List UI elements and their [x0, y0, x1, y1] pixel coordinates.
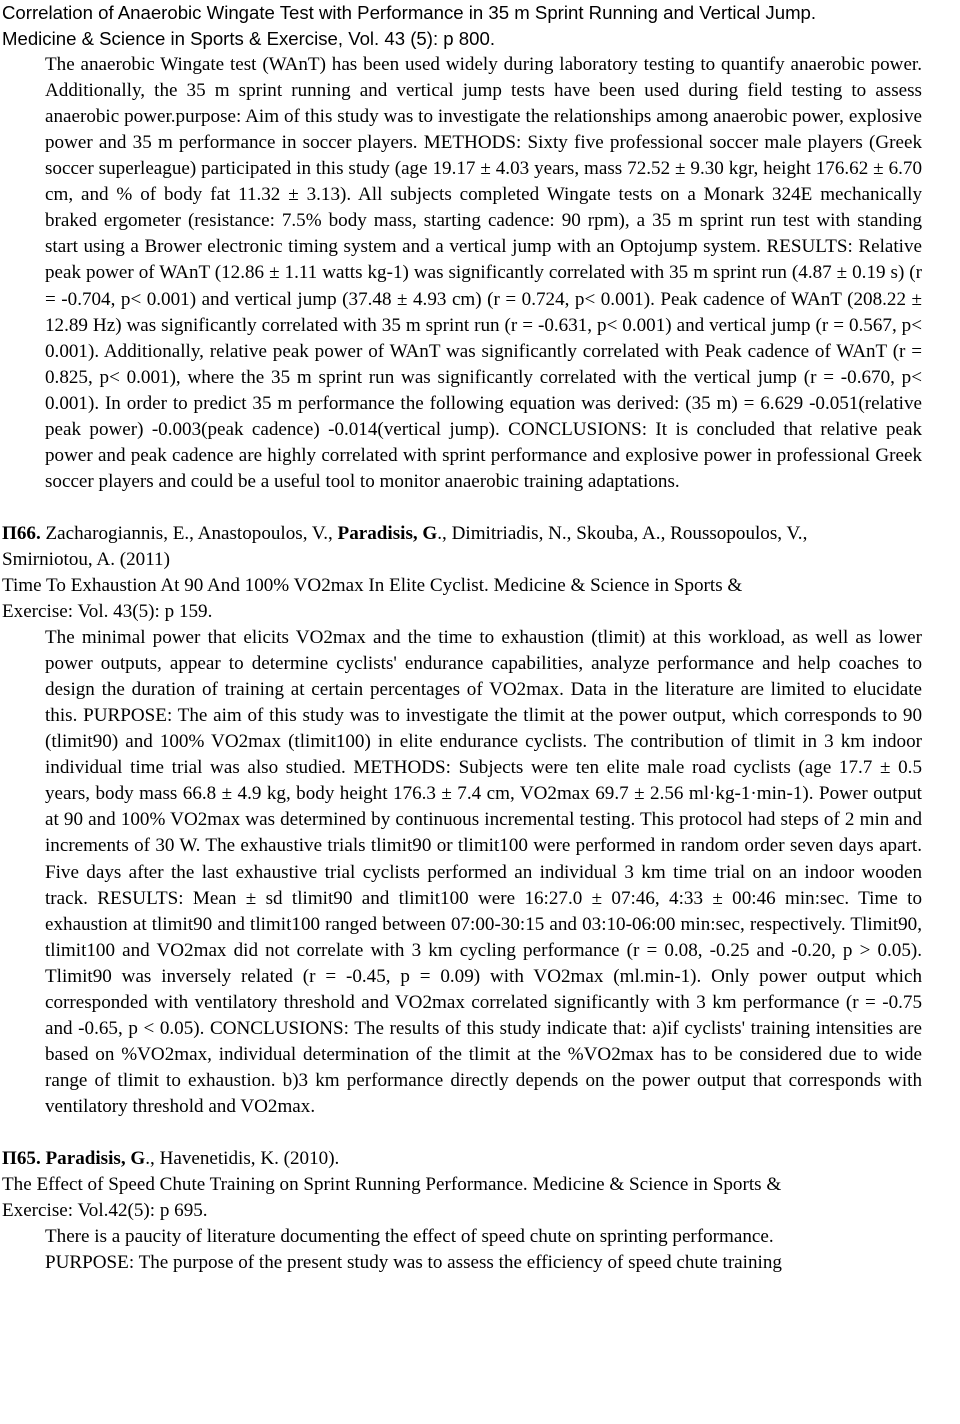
entry-66-abstract: The minimal power that elicits VO2max and the time to exhaustion (tlimit) at this workload, as well as lower power outputs, appear to determine cyclists' endurance capabilities, analyze performance and help coaches to design the duration of training at certain percentages of VO2max. Data in the literature are limited to elucidate this. PURPOSE: The aim of this study was to investigate the tlimit at the power output, which corresponds to 90 (tlimit90) and 100% VO2max (tlimit100) in elite endurance cyclists. The contribution of tlimit in 3 km indoor individual time trial was also studied. METHODS: Subjects were ten elite male road cyclists (age 17.7 ± 0.5 years, body mass 66.8 ± 4.9 kg, body height 176.3 ± 7.4 cm, VO2max 69.7 ± 2.56 ml·kg-1·min-1). Power output at 90 and 100% VO2max was determined by continuous incremental testing. This protocol had steps of 2 min and increments of 30 W. The exhaustive trials tlimit90 or tlimit100 were performed in random order seven days apart. Five days after the last exhaustive trial cyclists performed an individual 3 km time trial on an indoor wooden track. RESULTS: Mean ± sd tlimit90 and tlimit100 were 16:27.0 ± 07:46, 4:33 ± 00:46 min:sec. Time to exhaustion at tlimit90 and tlimit100 ranged between 07:00-30:15 and 03:10-06:00 min:sec, respectively. Tlimit90, tlimit100 and VO2max did not correlate with 3 km cycling performance (r = 0.08, -0.25 and -0.20, p > 0.05). Tlimit90 was inversely related (r = -0.45, p = 0.09) with VO2max (ml.min-1). Only power output which corresponded with ventilatory threshold and VO2max correlated significantly with 3 km performance (r = -0.75 and -0.65, p < 0.05). CONCLUSIONS: The results of this study indicate that: a)if cyclists' training intensities are based on %VO2max, individual determination of the tlimit at the %VO2max has to be considered due to wide range of tlimit to exhaustion. b)3 km performance directly depends on the power output that corresponds with ventilatory threshold and VO2max.: [45, 627, 922, 1117]
entry-65-authors: [0, 1146, 960, 1172]
entry-65-author-bold: Paradisis, G: [45, 1147, 146, 1169]
entry-66-title-line1: Time To Exhaustion At 90 And 100% VO2max In Elite Cyclist. Medicine & Science in Sports &: [2, 574, 743, 596]
entry-65-abstract-line1: There is a paucity of literature documenting the effect of speed chute on sprinting performance.: [45, 1226, 774, 1248]
entry-66-authors: [0, 521, 960, 547]
entry-66-number: Π66.: [2, 522, 41, 544]
citation-line-2: Medicine & Science in Sports & Exercise, Vol. 43 (5): p 800.: [2, 28, 495, 50]
entry-66: [0, 521, 960, 1120]
entry-65-title-line2: Exercise: Vol.42(5): p 695.: [2, 1200, 208, 1222]
entry-65: [0, 1146, 960, 1276]
entry-65-authors-after: ., Havenetidis, K. (2010).: [145, 1147, 340, 1169]
entry-66-author-bold: Paradisis, G: [337, 522, 438, 544]
entry-65-number: Π65.: [2, 1147, 41, 1169]
entry-prev: [0, 0, 960, 495]
spacer: [0, 1120, 960, 1146]
spacer: [0, 495, 960, 521]
entry-65-abstract-line2: PURPOSE: The purpose of the present study was to assess the efficiency of speed chute training: [45, 1252, 782, 1274]
entry-66-authors-after: ., Dimitriadis, N., Skouba, A., Roussopoulos, V.,: [437, 522, 808, 544]
entry-66-title-line2: Exercise: Vol. 43(5): p 159.: [2, 601, 213, 623]
entry-65-title-line1: The Effect of Speed Chute Training on Sprint Running Performance. Medicine & Science in Sports &: [2, 1174, 782, 1196]
entry-66-authors-line2: Smirniotou, A. (2011): [2, 548, 170, 570]
abstract-prev: The anaerobic Wingate test (WAnT) has been used widely during laboratory testing to quantify anaerobic power. Additionally, the 35 m sprint running and vertical jump tests have been used during field testing to assess anaerobic power.purpose: Aim of this study was to investigate the relationships among anaerobic power, explosive power and 35 m performance in soccer players. METHODS: Sixty five professional soccer male players (Greek soccer superleague) participated in this study (age 19.17 ± 4.03 years, mass 72.52 ± 9.30 kgr, height 176.62 ± 6.70 cm, and % of body fat 11.32 ± 3.13). All subjects completed Wingate tests on a Monark 324E mechanically braked ergometer (resistance: 7.5% body mass, starting cadence: 90 rpm), a 35 m sprint run test with standing start using a Brower electronic timing system and a vertical jump with an Optojump system. RESULTS: Relative peak power of WAnT (12.86 ± 1.11 watts kg-1) was significantly correlated with 35 m sprint run (4.87 ± 0.19 s) (r = -0.704, p< 0.001) and vertical jump (37.48 ± 4.93 cm) (r = 0.724, p< 0.001). Peak cadence of WAnT (208.22 ± 12.89 Hz) was significantly correlated with 35 m sprint run (r = -0.631, p< 0.001) and vertical jump (r = 0.567, p< 0.001). Additionally, relative peak power of WAnT was significantly correlated with Peak cadence of WAnT (r = 0.825, p< 0.001), where the 35 m sprint run was significantly correlated with the vertical jump (r = -0.670, p< 0.001). In order to predict 35 m performance the following equation was derived: (35 m) = 6.629 -0.051(relative peak power) -0.003(peak cadence) -0.014(vertical jump). CONCLUSIONS: It is concluded that relative peak power and peak cadence are highly correlated with sprint performance and explosive power in professional Greek soccer players and could be a useful tool to monitor anaerobic training adaptations.: [45, 54, 922, 492]
citation-line-1: Correlation of Anaerobic Wingate Test with Performance in 35 m Sprint Running and Vertical Jump.: [2, 2, 817, 23]
entry-66-authors-before: Zacharogiannis, E., Anastopoulos, V.,: [40, 522, 338, 544]
